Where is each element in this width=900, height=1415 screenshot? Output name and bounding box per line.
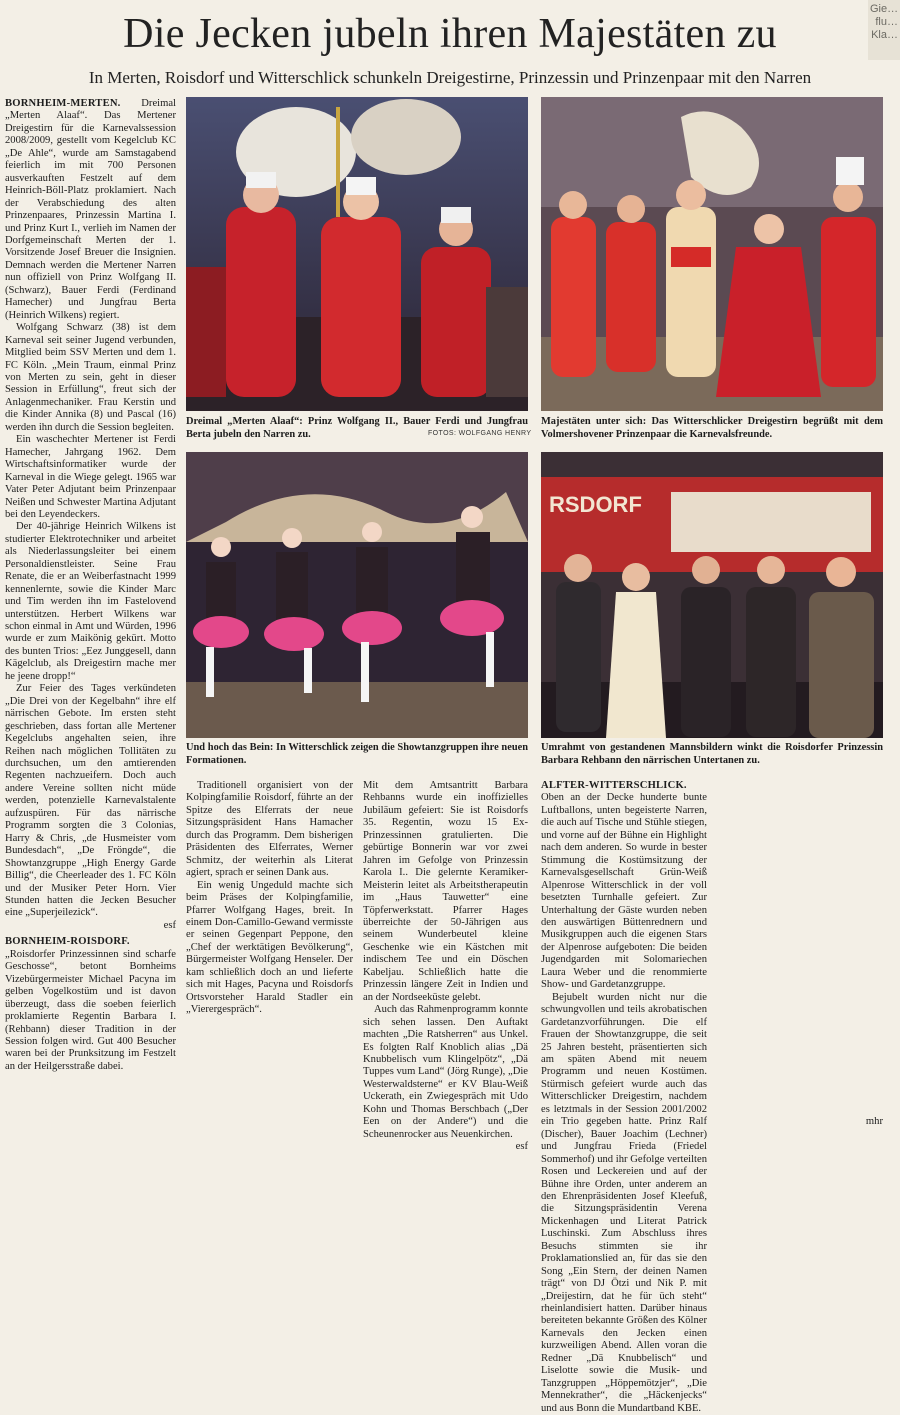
merten-paragraph-4: Der 40-jährige Heinrich Wilkens ist studierter Elektrotechniker und arbeitet als Niederlassungsleiter bei einem Personaldienstleister. Seine Frau Renate, die er an Weiberfastnacht 1999 kennenlernte, sowie die Kinder Marc und Tim werden ihn im Fastelovend unterstützen. Herbert Wilkens war schon einmal in Amt und Würden, 1996 wurde er zum Maikönig gekürt. Motto des bunten Trios: „Eez Junggesell, dann Kägelclub, als Dreigestirn mache mer he jeene dropp!“: [5, 521, 176, 682]
merten-paragraph-2: Wolfgang Schwarz (38) ist dem Karneval seit seiner Jugend verbunden, Mitglied beim SSV Merten und dem 1. FC Köln. „Mein Traum, einmal Prinz von Merten zu sein, geht in dieser Session in Erfüllung“, freut sich der Anlagenmechaniker. Frau Kerstin und die Kinder Annika (8) und Pascal (16) werden ihn durch die Session begleiten.: [5, 322, 176, 433]
article-column-merten: [5, 98, 176, 1128]
merten-paragraph-1: BORNHEIM-MERTEN. Dreimal „Merten Alaaf“. Das Mertener Dreigestirn für die Karnevalssession 2008/2009, gestellt vom Kegelclub KC „De Ahle“, wurde am Samstagabend feierlich im mit 700 Personen ausverkauften Festzelt auf dem Heinrich-Böll-Platz proklamiert. Nach der Verabschiedung des alten Prinzenpaares, Prinzessin Martina I. und Prinz Kurt I., verlieh im Namen der Dorfgemeinschaft Merten der 1. Vorsitzende Josef Breuer die Insignien. Demnach werden die Mertener Narren nun offiziell von Prinz Wolfgang II. (Schwarz), Bauer Ferdi (Ferdinand Hamecher) und Jungfrau Berta (Heinrich Wilkens) regiert.: [5, 98, 176, 321]
photo-caption-merten: Dreimal „Merten Alaaf“: Prinz Wolfgang II., Bauer Ferdi und Jungfrau Berta jubeln den Narren zu.: [186, 416, 528, 440]
photo-roisdorfer-prinzessin: [541, 452, 883, 738]
witterschlick-paragraph-2: Bejubelt wurden nicht nur die schwungvollen und teils akrobatischen Gardetanzvorführungen. Die elf Frauen der Showtanzgruppe, die seit 25 Jahren besteht, präsentierten sich am späten Abend mit neuem Programm und neuen Kostümen. Stürmisch gefeiert wurde auch das Witterschlicker Dreigestirn, nachdem es letztmals in der Session 2001/2002 ein Trio gegeben hatte. Prinz Ralf (Discher), Bauer Joachim (Lechner) und Jungfrau Frieda (Friedel Sommerhof) und ihr Gefolge verteilten Rosen und Leckereien und auf der Bühne ihre Orden, unter anderem an den Ehrenpräsidenten Josef Kleefuß, die Sitzungspräsidentin Verena Mickenhagen und Literat Patrick Luschinski. Zum Abschluss ihres Besuchs stimmten sie ihr Proklamationslied an, für das sie den Song „Ein Stern, der deinen Namen trägt“ von DJ Ötzi und Nik P. mit „Dreijestirn, dat he für üch steht“ rheinlandisiert hatten. Darüber hinaus bereiteten bekannte Größen des Kölner Karnevals den Jecken einen kurzweiligen Abend. Allen voran die Redner „Dä Knubbelisch“ und Liselotte sowie die Musik- und Tanzgruppen „Höppemötzjer“, „Die Mennekrather“, die „Häckenjecks“ und aus Bonn die Mundartband KBE.: [541, 991, 707, 1414]
author-witterschlick: mhr: [865, 1115, 883, 1127]
witterschlick-paragraph-1: ALFTER-WITTERSCHLICK. Oben an der Decke hunderte bunte Luftballons, unten begeisterte Narren, die auch auf Tische und Stühle stiegen, und vorne auf der Bühne ein Highlight nach dem anderen. So wurde in bester Stimmung die Kostümsitzung der Karnevalsgesellschaft Grün-Weiß Alpenrose Witterschlick in der voll besetzten Turnhalle gefeiert. Zur Unterhaltung der Gäste wurden neben den auswärtigen Büttenrednern und Musikgruppen auch die eigenen Stars der Alpenrose aufgeboten: Die beiden Jugendgarden mit Solomariechen Laura Weber und die renommierte Show- und Gardetanzgruppe.: [541, 780, 707, 991]
photo-merten-dreigestirn: [186, 97, 528, 411]
banner-text: RSDORF: [549, 492, 642, 517]
article-column-witterschlick-2: [717, 780, 883, 1128]
dateline-witterschlick: ALFTER-WITTERSCHLICK.: [541, 780, 687, 791]
photo-caption-witterschlick-dreigestirn: Majestäten unter sich: Das Witterschlicker Dreigestirn begrüßt mit dem Volmershovener Prinzenpaar die Karnevalsfreunde.: [541, 416, 883, 440]
article-column-roisdorf-1: [186, 780, 353, 1128]
roisdorf-paragraph-3: Ein wenig Ungeduld machte sich beim Präses der Kolpingfamilie, Pfarrer Wolfgang Hages, breit. In einem Don-Camillo-Gewand vermisste er seinen Gegenpart Peppone, den „Chef der werktätigen Bevölkerung“, Bürgermeister Wolfgang Henseler. Der kam schließlich doch an und lieferte sich mit Hages, Pacyna und Roisdorfs Ortsvorsteher Harald Stadler ein „Vierergespräch“.: [186, 879, 353, 1016]
article-column-witterschlick-1: [541, 780, 707, 1414]
headline: Die Jecken jubeln ihren Majestäten zu: [123, 11, 777, 57]
roisdorf-paragraph-2: Traditionell organisiert von der Kolpingfamilie Roisdorf, führte an der Spitze des Elferrats der neue Sitzungspräsident Hans Hamacher durch das Programm. Dem bisherigen Präsidenten des Elferrates, Werner Schmitz, der weiterhin als Literat agiert, sprach er seinen Dank aus.: [186, 780, 353, 879]
article-column-roisdorf-2: [363, 780, 528, 1153]
roisdorf-paragraph-5: Auch das Rahmenprogramm konnte sich sehen lassen. Den Auftakt machten „Die Ratsherren“ aus Unkel. Es folgten Ralf Knoblich alias „Dä Knubbelisch vum Klingelpötz“, „Dä Tuppes vum Land“ (Jörg Runge), „Die Westerwaldsterne“ er KV Blau-Weiß Uckerath, ein Zwiegespräch mit Udo Kohn und Thomas Berschbach („Der Een on der Andere“) und die Scheunenrocker aus Neuenkirchen.: [363, 1004, 528, 1140]
photo-showtanzgruppe: [186, 452, 528, 738]
dateline-merten: BORNHEIM-MERTEN.: [5, 98, 121, 109]
photo-caption-roisdorfer-prinzessin: Umrahmt von gestandenen Mannsbildern winkt die Roisdorfer Prinzessin Barbara Rehbann den närrischen Untertanen zu.: [541, 742, 883, 766]
photo-credit: FOTOS: WOLFGANG HENRY: [428, 430, 532, 437]
photo-caption-showtanzgruppe: Und hoch das Bein: In Witterschlick zeigen die Showtanzgruppen ihre neuen Formationen.: [186, 742, 528, 766]
merten-paragraph-5: Zur Feier des Tages verkündeten „Die Drei von der Kegelbahn“ ihre elf närrischen Gebote. Im ersten steht geschrieben, dass fortan alle Mertener Kegelclubs angehalten seien, ihre Reihen nach möglichen Tollitäten zu durchsuchen, um den amtierenden Regenten nachzueifern. Doch auch andere Vereine sollten nicht müde werden, potenzielle Karnevalstalente aufzuspüren. Für das närrische Programm sorgten die 3 Colonias, Harry & Chris, „de Husmeister vom Bundesdach“, „De Fröngde“, die Showtanzgruppe „High Energy Garde Billig“, die Cheerleader des 1. FC Köln und der Musiker Peter Horn. Vier Stunden hatten die Jecken Besucher eine „Superjeilezick“.: [5, 683, 176, 919]
roisdorf-paragraph-1: BORNHEIM-ROISDORF. „Roisdorfer Prinzessinnen sind scharfe Geschosse“, betont Bornheims Vizebürgermeister Michael Pacyna im gelben Vogelkostüm und ist davon überzeugt, dass die soeben feierlich proklamierte Regentin Barbara I. (Rehbann) dieser Tradition in der Session folgen wird. Gut 400 Besucher waren bei der Prunksitzung im Festzelt an der Heilgersstraße dabei.: [5, 936, 176, 1072]
adjacent-article-fragment: Gie… flu… Kla…: [868, 0, 900, 60]
merten-paragraph-3: Ein waschechter Mertener ist Ferdi Hamecher, Jahrgang 1962. Dem Wirtschaftsinformatiker wurde der Karneval in die Wiege gelegt. 1965 war Vater Peter Adjutant beim Prinzenpaar Neißen und Schwester Martina Adjutant bei den Leyendeckers.: [5, 434, 176, 520]
author-roisdorf: esf: [515, 1141, 528, 1153]
photo-witterschlick-dreigestirn: [541, 97, 883, 411]
dateline-roisdorf: BORNHEIM-ROISDORF.: [5, 936, 130, 948]
subheadline: In Merten, Roisdorf und Witterschlick schunkeln Dreigestirne, Prinzessin und Prinzenpaar mit den Narren: [88, 68, 812, 87]
roisdorf-paragraph-4: Mit dem Amtsantritt Barbara Rehbanns wurde ein inoffizielles Jubiläum gefeiert: Sie ist Roisdorfs 35. Regentin, wozu 15 Ex-Prinzessinnen gratulierten. Die gebürtige Bonnerin war vor zwei Jahren im Gefolge von Prinzessin Karola I.. Die gelernte Keramiker-Meisterin leitet als Arbeitstherapeutin im „Haus Tauwetter“ eine Töpferwerkstatt. Pfarrer Hages überreichte der 50-Jährigen aus seinem Wunderbeutel kleine Geschenke wie ein Kästchen mit indischem Tee und ein Döschen Kabeljau. Schließlich hatte die Prinzessin längere Zeit in Indien und an der Nordseeküste gelebt.: [363, 780, 528, 1003]
author-merten: esf: [163, 919, 176, 931]
